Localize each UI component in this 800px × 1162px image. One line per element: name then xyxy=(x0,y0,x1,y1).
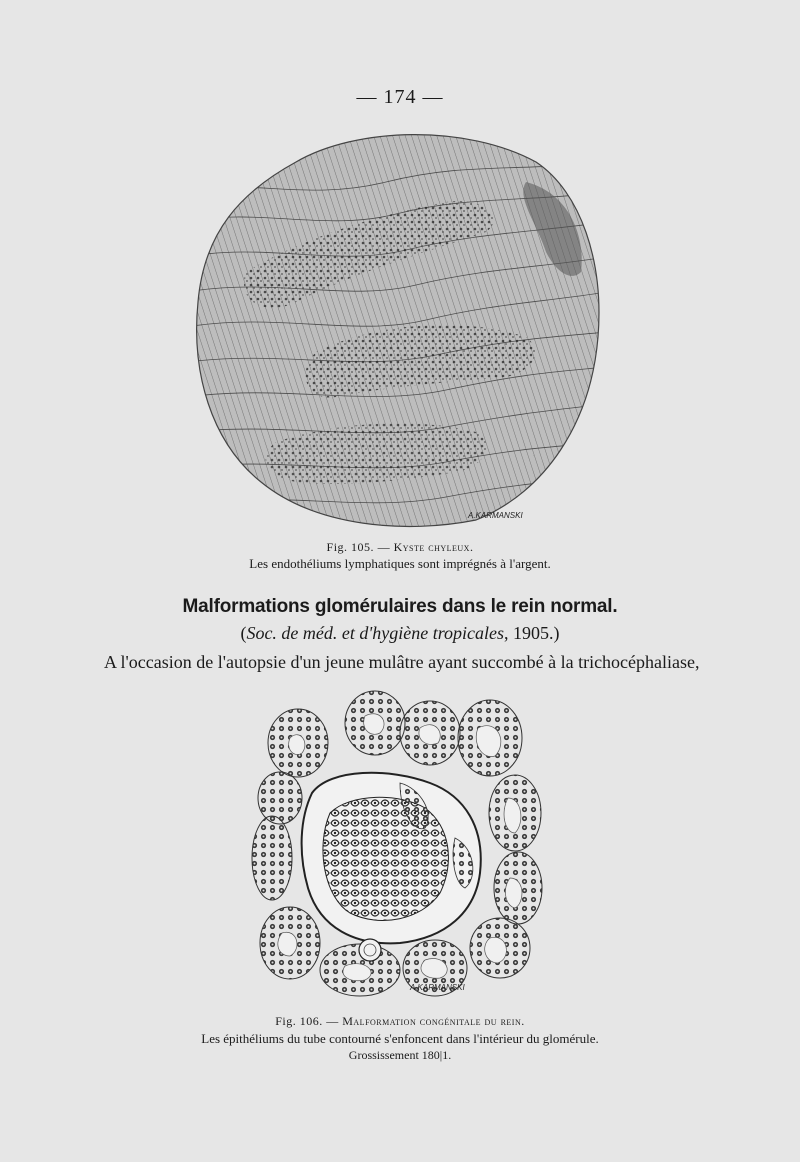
figure-106-caption-title xyxy=(0,1014,800,1029)
figure-105-caption-text: Les endothéliums lymphatiques sont imprégnés à l'argent. xyxy=(249,556,551,571)
figure-106-caption-text: Les épithéliums du tube contourné s'enfoncent dans l'intérieur du glomérule. xyxy=(201,1031,599,1046)
figure-105-caption-title xyxy=(0,540,800,555)
section-source xyxy=(0,623,800,644)
figure-105-illustration xyxy=(186,122,606,532)
figure-105-signature: A.KARMANSKI xyxy=(468,511,523,520)
source-year: , 1905. xyxy=(504,623,554,643)
figure-106-signature: A.KARMANSKI xyxy=(410,983,465,992)
source-open-paren: ( xyxy=(240,623,247,643)
figure-106-label: Fig. 106. xyxy=(275,1014,323,1028)
figure-105-label: Fig. 105. xyxy=(326,540,375,554)
figure-106-title: — Malformation congénitale du rein. xyxy=(326,1014,525,1028)
source-close-paren: ) xyxy=(553,623,560,643)
body-text-line: A l'occasion de l'autopsie d'un jeune mulâtre ayant succombé à la trichocéphaliase, xyxy=(104,652,700,672)
page-number: — 174 — xyxy=(356,86,444,108)
figure-105-title: — Kyste chyleux. xyxy=(377,540,474,554)
figure-106-magnification: Grossissement 180|1. xyxy=(348,1048,452,1062)
source-society: Soc. de méd. et d'hygiène tropicales xyxy=(246,623,505,643)
section-title: Malformations glomérulaires dans le rein normal. xyxy=(182,596,618,617)
figure-106-illustration xyxy=(250,688,545,1004)
